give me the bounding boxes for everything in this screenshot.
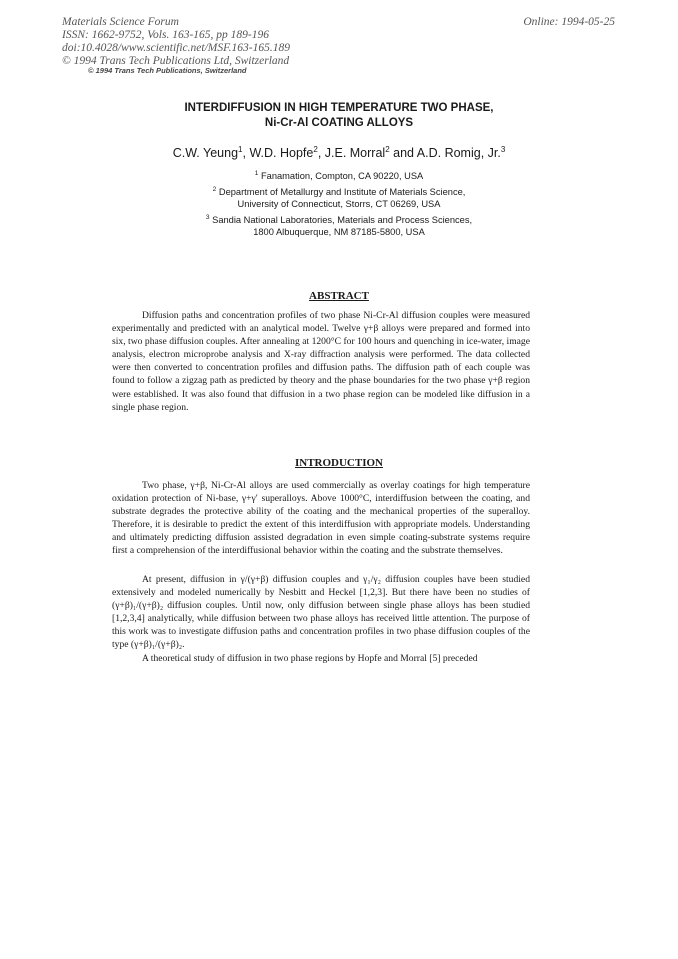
original-copyright: © 1994 Trans Tech Publications, Switzerland	[88, 66, 247, 75]
author-2-sup: 2	[313, 145, 318, 154]
affiliation-2-line-2: University of Connecticut, Storrs, CT 06269, USA	[237, 198, 441, 209]
issn-line: ISSN: 1662-9752, Vols. 163-165, pp 189-196	[62, 29, 269, 41]
author-1-sup: 1	[238, 145, 243, 154]
doi-line: doi:10.4028/www.scientific.net/MSF.163-165.189	[62, 42, 290, 54]
paper-title	[0, 101, 678, 131]
abstract-text: Diffusion paths and concentration profiles of two phase Ni-Cr-Al diffusion couples were measured experimentally and predicted with an analytical model. Twelve γ+β alloys were prepared and formed into six, two phase diffusion couples. After annealing at 1200°C for 100 hours and quenching in ice-water, image analysis, electron microprobe analysis and X-ray diffraction analysis were performed. The data collected were then converted to concentration profiles and diffusion paths. The diffusion path of each couple was found to follow a zigzag path as predicted by theory and the phase boundaries for the two phase γ+β region were established. It was also found that diffusion in a two phase region can be modeled like diffusion in a single phase region.	[112, 310, 530, 413]
abstract-heading: ABSTRACT	[309, 290, 369, 302]
author-and: and	[393, 146, 414, 160]
online-date: Online: 1994-05-25	[523, 16, 615, 28]
affiliation-1	[0, 168, 678, 183]
author-4-sup: 3	[500, 145, 506, 154]
author-3-sup: 2	[385, 145, 390, 154]
affiliation-2-sup: 2	[212, 186, 217, 193]
affiliation-1-text: Fanamation, Compton, CA 90220, USA	[260, 171, 424, 181]
affiliation-3-line-1: Sandia National Laboratories, Materials and Process Sciences,	[212, 215, 473, 225]
author-4: A.D. Romig, Jr.	[416, 146, 501, 160]
introduction-paragraph-3: A theoretical study of diffusion in two phase regions by Hopfe and Morral [5] preceded	[142, 653, 478, 664]
author-3: J.E. Morral	[324, 146, 386, 160]
author-1: C.W. Yeung	[172, 146, 239, 160]
introduction-heading: INTRODUCTION	[294, 457, 383, 469]
journal-header	[62, 16, 290, 68]
affiliation-3-sup: 3	[205, 214, 210, 221]
author-list: C.W. Yeung$^1$, W.D. Hopfe$^2$, J.E. Morral$^2$ and A.D. Romig, Jr.$^3$	[172, 145, 506, 160]
title-line-1: INTERDIFFUSION IN HIGH TEMPERATURE TWO PHASE,	[184, 102, 494, 114]
affiliation-3-line-2: 1800 Albuquerque, NM 87185-5800, USA	[253, 226, 425, 237]
affiliation-2	[0, 184, 678, 210]
affiliation-3	[0, 212, 678, 238]
introduction-paragraph-2: At present, diffusion in γ/(γ+β) diffusion couples and γ₁/γ₂ diffusion couples have been studied extensively and modeled numerically by Nesbitt and Heckel [1,2,3]. But there have been no studies of (γ+β)₁/(γ+β)₂ diffusion couples. Until now, only diffusion between single phase alloys has been studied [1,2,3,4] analytically, while diffusion between two phase alloys has received little attention. The purpose of this work was to investigate diffusion paths and concentration profiles in two phase diffusion couples of the type (γ+β)₁/(γ+β)₂.	[112, 574, 530, 651]
author-2: W.D. Hopfe	[249, 146, 314, 160]
title-line-2: Ni-Cr-Al COATING ALLOYS	[264, 117, 414, 129]
introduction-paragraph-1: Two phase, γ+β, Ni-Cr-Al alloys are used commercially as overlay coatings for high temperature oxidation protection of Ni-base, γ+γ′ superalloys. Above 1000°C, interdiffusion between the coating, and substrate degrades the protective ability of the coating and the mechanical properties of the superalloy. Therefore, it is desirable to predict the extent of this interdiffusion with appropriate models. Understanding and ultimately predicting diffusion assisted degradation in even simple coating-substrate systems require first a comprehension of the interdiffusional behavior within the coating and the substrate themselves.	[112, 480, 530, 557]
journal-name: Materials Science Forum	[62, 16, 179, 28]
affiliation-2-line-1: Department of Metallurgy and Institute of Materials Science,	[218, 187, 466, 197]
copyright-line: © 1994 Trans Tech Publications Ltd, Switzerland	[62, 55, 290, 67]
affiliation-1-sup: 1	[254, 170, 259, 177]
